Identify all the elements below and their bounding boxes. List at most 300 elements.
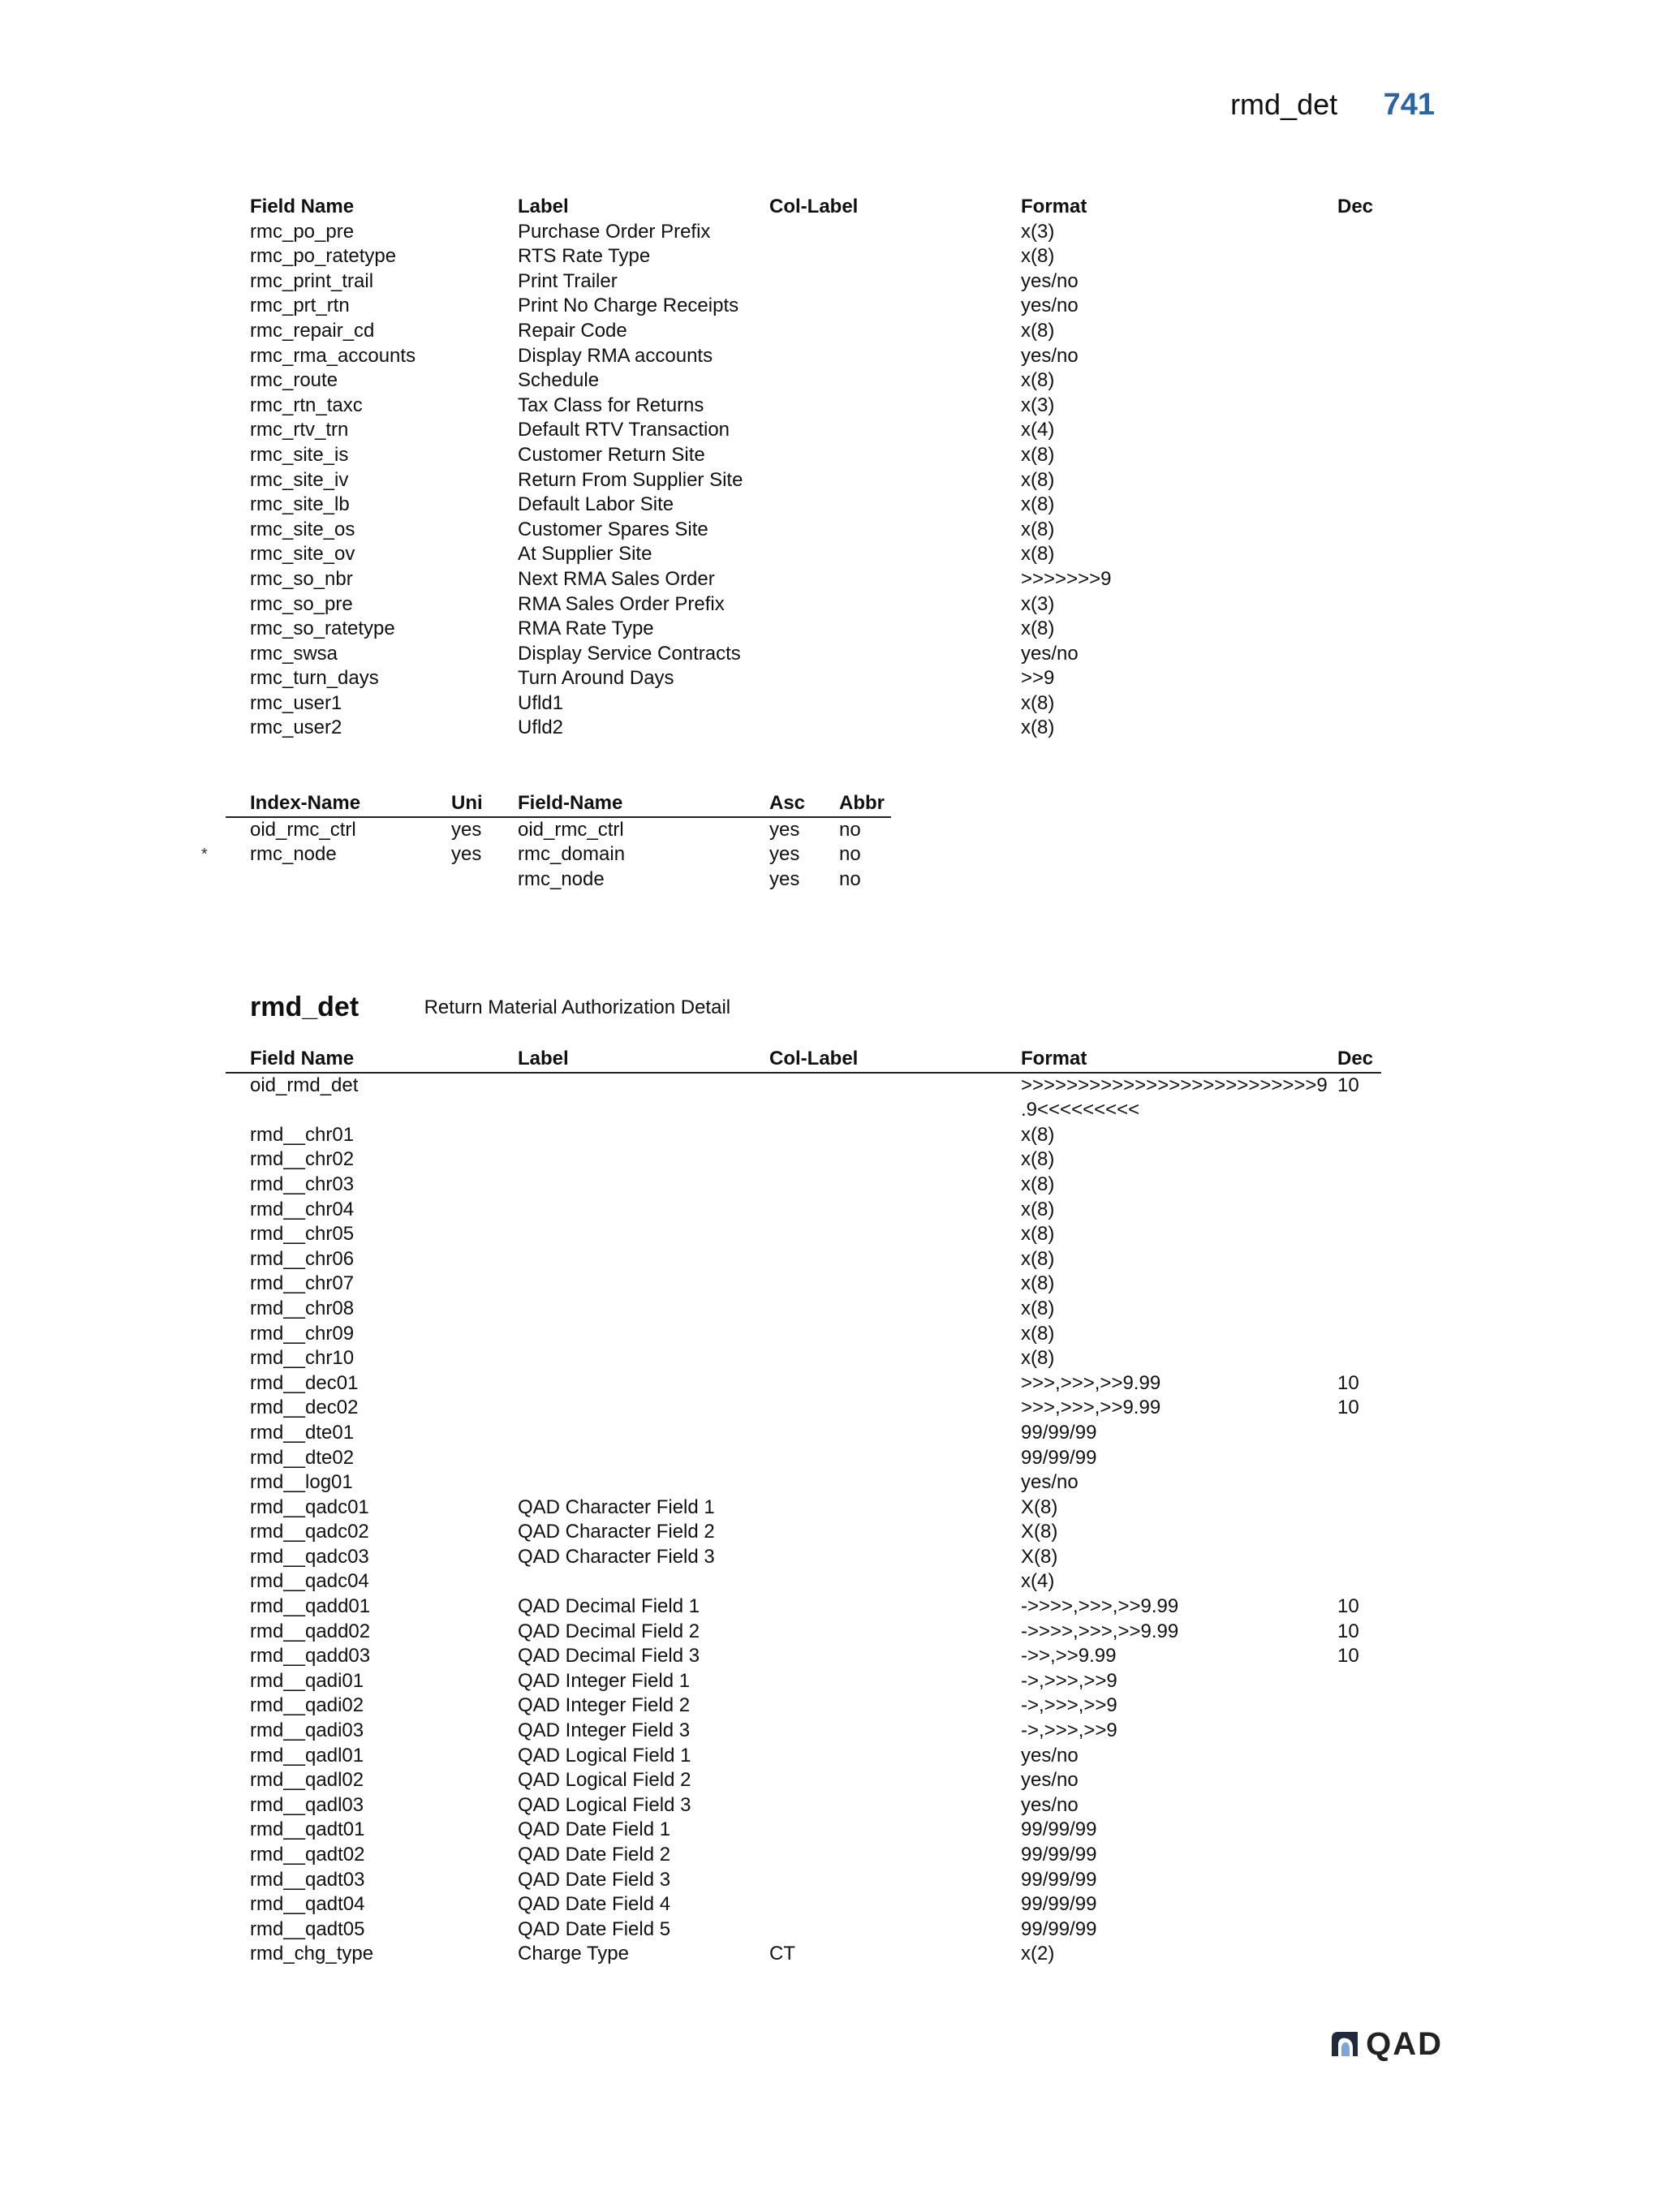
table-cell: ->>>>,>>>,>>9.99 xyxy=(1021,1620,1179,1642)
table-cell xyxy=(1313,1198,1381,1223)
table-row xyxy=(226,269,1381,295)
table-row xyxy=(226,394,1381,419)
table-row xyxy=(226,1198,1381,1223)
column-header: Format xyxy=(1021,196,1087,217)
table-cell: x(8) xyxy=(1021,543,1055,566)
table-row xyxy=(226,294,1381,319)
table-cell: x(8) xyxy=(1021,1173,1055,1195)
table-cell: >>>,>>>,>>9.99 xyxy=(1021,1371,1161,1394)
table-row xyxy=(226,1396,1381,1421)
table-cell: QAD Date Field 2 xyxy=(518,1844,671,1866)
table-row xyxy=(226,493,1381,518)
table-row xyxy=(226,1322,1381,1347)
table-cell: rmd__qadl01 xyxy=(250,1744,364,1767)
table-cell: rmc_rma_accounts xyxy=(250,344,416,367)
table-cell xyxy=(745,1297,997,1322)
table-cell xyxy=(1313,1520,1381,1545)
table-cell: QAD Logical Field 2 xyxy=(518,1769,691,1792)
table-cell: yes xyxy=(769,843,800,866)
table-cell: yes/no xyxy=(1021,1769,1079,1792)
table-row xyxy=(226,817,891,843)
table-cell xyxy=(1313,493,1381,518)
table-row xyxy=(226,691,1381,717)
table-cell xyxy=(226,1098,493,1123)
table-cell xyxy=(1313,1818,1381,1843)
table-cell xyxy=(745,542,997,567)
table-cell xyxy=(745,1793,997,1818)
table-cell xyxy=(493,1371,745,1396)
table-cell: yes/no xyxy=(1021,1471,1079,1494)
table-row xyxy=(226,666,1381,691)
table-cell: x(8) xyxy=(1021,691,1055,714)
table-cell xyxy=(493,1322,745,1347)
table-cell: rmd__qadc03 xyxy=(250,1545,369,1568)
table-cell xyxy=(493,1446,745,1471)
table-cell: Return From Supplier Site xyxy=(518,468,743,491)
table-cell: ->,>>>,>>9 xyxy=(1021,1694,1117,1717)
table-cell xyxy=(493,1222,745,1247)
table-cell: rmc_site_iv xyxy=(250,468,349,491)
table-cell xyxy=(745,344,997,369)
table-cell: Print Trailer xyxy=(518,269,618,292)
table-cell: QAD Decimal Field 1 xyxy=(518,1595,700,1618)
table-cell xyxy=(745,1272,997,1297)
table-row xyxy=(226,443,1381,468)
table-cell: QAD Integer Field 2 xyxy=(518,1694,691,1717)
table-cell xyxy=(226,867,427,893)
table-cell xyxy=(745,1470,997,1495)
table-cell: 99/99/99 xyxy=(1021,1893,1097,1916)
table-cell: x(8) xyxy=(1021,1347,1055,1370)
table-cell: rmd__qadt03 xyxy=(250,1868,365,1891)
column-header: Format xyxy=(997,1047,1313,1073)
table-cell xyxy=(1313,617,1381,642)
table-cell xyxy=(745,468,997,493)
table-cell xyxy=(745,617,997,642)
table-row: * rmc_node yes rmc_domain yes no xyxy=(226,842,891,867)
qad-logo-icon xyxy=(1328,2030,1361,2058)
table-cell xyxy=(493,1569,745,1594)
column-header: Col-Label xyxy=(745,1047,997,1073)
table-cell xyxy=(1313,220,1381,245)
table-row xyxy=(226,1818,1381,1843)
table-cell xyxy=(1313,1693,1381,1719)
field-table-rmd-det xyxy=(226,1047,1381,1967)
table-cell xyxy=(1313,518,1381,543)
table-cell: rmc_swsa xyxy=(250,642,338,665)
table-cell xyxy=(745,567,997,592)
table-cell xyxy=(1313,1346,1381,1371)
table-cell: Customer Return Site xyxy=(518,443,705,466)
table-cell: Ufld2 xyxy=(518,717,564,739)
table-cell xyxy=(493,1272,745,1297)
table-cell: rmd__chr09 xyxy=(250,1322,355,1345)
table-cell: x(8) xyxy=(1021,1223,1055,1246)
column-header: Dec xyxy=(1313,1047,1381,1073)
table-cell xyxy=(745,1843,997,1868)
table-cell: Charge Type xyxy=(518,1943,629,1965)
table-cell: Display RMA accounts xyxy=(518,344,713,367)
table-row xyxy=(226,1693,1381,1719)
table-cell xyxy=(1313,1421,1381,1446)
table-cell xyxy=(745,493,997,518)
table-cell: x(8) xyxy=(1021,1123,1055,1146)
column-header: Asc xyxy=(745,791,815,817)
table-row xyxy=(226,1843,1381,1868)
table-row xyxy=(226,1620,1381,1645)
table-cell: rmc_so_pre xyxy=(250,592,353,615)
table-cell: rmd__chr04 xyxy=(250,1198,355,1220)
column-header: Index-Name xyxy=(226,791,427,817)
table-cell: rmd__qadi02 xyxy=(250,1694,364,1717)
column-header: Uni xyxy=(427,791,493,817)
table-cell xyxy=(1313,1495,1381,1521)
table-row xyxy=(226,518,1381,543)
table-cell: ->,>>>,>>9 xyxy=(1021,1669,1117,1692)
table-row xyxy=(226,1892,1381,1917)
section-description: Return Material Authorization Detail xyxy=(424,996,731,1018)
table-cell: 99/99/99 xyxy=(1021,1917,1097,1940)
table-cell: rmc_route xyxy=(250,369,338,392)
table-cell xyxy=(745,1173,997,1198)
table-cell xyxy=(427,867,493,893)
table-cell xyxy=(745,244,997,269)
table-cell: rmc_rtv_trn xyxy=(250,419,349,441)
table-row xyxy=(226,1768,1381,1793)
column-header: Label xyxy=(493,1047,745,1073)
table-cell: rmc_so_ratetype xyxy=(250,618,395,640)
table-cell xyxy=(493,1173,745,1198)
table-cell: >>>,>>>,>>9.99 xyxy=(1021,1396,1161,1419)
table-cell xyxy=(745,1818,997,1843)
table-row xyxy=(226,1147,1381,1173)
table-cell: rmd__dte02 xyxy=(250,1446,355,1469)
table-cell: rmc_po_ratetype xyxy=(250,245,397,268)
table-cell: Tax Class for Returns xyxy=(518,394,704,416)
table-cell xyxy=(493,1470,745,1495)
table-cell: x(8) xyxy=(1021,1297,1055,1319)
table-cell xyxy=(493,1147,745,1173)
table-cell: Schedule xyxy=(518,369,600,392)
table-cell: Turn Around Days xyxy=(518,667,674,690)
table-cell: oid_rmc_ctrl xyxy=(250,818,356,841)
table-cell: rmc_site_os xyxy=(250,518,355,540)
table-cell xyxy=(745,592,997,618)
table-row xyxy=(226,319,1381,344)
table-cell: x(8) xyxy=(1021,1198,1055,1220)
table-cell xyxy=(1313,1744,1381,1769)
table-cell xyxy=(745,1719,997,1744)
table-cell: RTS Rate Type xyxy=(518,245,651,268)
table-cell xyxy=(493,1247,745,1272)
table-cell: At Supplier Site xyxy=(518,543,652,566)
table-cell: x(8) xyxy=(1021,319,1055,342)
table-cell: ->>,>>9.99 xyxy=(1021,1645,1117,1668)
table-cell: rmc_user2 xyxy=(250,717,342,739)
table-cell xyxy=(1313,1147,1381,1173)
table-cell xyxy=(745,1868,997,1893)
table-cell: 10 xyxy=(1337,1371,1359,1394)
column-header: Label xyxy=(518,196,569,217)
section-name: rmd_det xyxy=(250,992,360,1022)
table-cell xyxy=(745,666,997,691)
table-header-row xyxy=(226,1047,1381,1073)
table-row xyxy=(226,1272,1381,1297)
table-row xyxy=(226,368,1381,394)
table-row xyxy=(226,1868,1381,1893)
table-cell: rmd__chr03 xyxy=(250,1173,355,1195)
table-cell xyxy=(1313,269,1381,295)
table-row xyxy=(226,1495,1381,1521)
table-cell: x(8) xyxy=(1021,443,1055,466)
table-cell xyxy=(1313,1297,1381,1322)
table-row xyxy=(226,1520,1381,1545)
table-row xyxy=(226,418,1381,443)
table-row xyxy=(226,1594,1381,1620)
table-cell: yes/no xyxy=(1021,269,1079,292)
table-cell xyxy=(1313,394,1381,419)
table-cell xyxy=(745,1123,997,1148)
table-cell xyxy=(745,1495,997,1521)
table-cell: >>>>>>>>>>>>>>>>>>>>>>>>>>9 xyxy=(1021,1074,1328,1096)
table-cell xyxy=(1313,418,1381,443)
table-row xyxy=(226,1470,1381,1495)
section-header xyxy=(250,992,730,1023)
table-cell: x(8) xyxy=(1021,1247,1055,1270)
table-row xyxy=(226,468,1381,493)
table-cell xyxy=(745,1620,997,1645)
table-cell: QAD Logical Field 3 xyxy=(518,1793,691,1816)
table-cell: QAD Character Field 2 xyxy=(518,1521,715,1543)
table-cell: X(8) xyxy=(1021,1521,1058,1543)
table-cell xyxy=(745,1371,997,1396)
table-row xyxy=(226,1421,1381,1446)
table-cell: ->,>>>,>>9 xyxy=(1021,1719,1117,1742)
table-cell: rmd__chr02 xyxy=(250,1148,355,1171)
table-row xyxy=(226,220,1381,245)
table-header-row xyxy=(226,195,1381,220)
table-cell xyxy=(1313,1868,1381,1893)
table-cell: rmc_prt_rtn xyxy=(250,295,350,317)
table-cell xyxy=(745,1346,997,1371)
table-cell: no xyxy=(839,867,861,890)
table-cell xyxy=(1313,1793,1381,1818)
table-cell xyxy=(1313,1098,1381,1123)
table-cell: rmd__qadt04 xyxy=(250,1893,365,1916)
table-cell xyxy=(745,1768,997,1793)
table-cell: rmd__qadt01 xyxy=(250,1818,365,1841)
table-row xyxy=(226,1297,1381,1322)
table-row xyxy=(226,1346,1381,1371)
table-cell xyxy=(745,368,997,394)
table-cell xyxy=(745,716,997,741)
table-cell xyxy=(1313,368,1381,394)
table-row xyxy=(226,1545,1381,1570)
table-cell xyxy=(745,1198,997,1223)
table-cell: yes/no xyxy=(1021,344,1079,367)
table-cell: rmd__qadc04 xyxy=(250,1570,369,1593)
table-cell: Purchase Order Prefix xyxy=(518,220,711,243)
table-cell: x(4) xyxy=(1021,419,1055,441)
table-cell: Display Service Contracts xyxy=(518,642,741,665)
table-row xyxy=(226,1569,1381,1594)
table-cell xyxy=(745,1892,997,1917)
table-cell: rmd__qadi01 xyxy=(250,1669,364,1692)
index-header-row xyxy=(226,791,891,817)
table-cell: x(8) xyxy=(1021,1322,1055,1345)
column-header: Field Name xyxy=(226,1047,493,1073)
table-cell: >>9 xyxy=(1021,667,1055,690)
table-cell xyxy=(745,518,997,543)
table-row xyxy=(226,1793,1381,1818)
table-cell xyxy=(745,1917,997,1943)
table-cell xyxy=(745,394,997,419)
table-cell: yes xyxy=(769,818,800,841)
table-cell: Print No Charge Receipts xyxy=(518,295,739,317)
table-cell: yes xyxy=(451,843,482,866)
running-header xyxy=(1230,88,1435,123)
table-cell: x(4) xyxy=(1021,1570,1055,1593)
table-cell xyxy=(493,1421,745,1446)
table-cell: x(8) xyxy=(1021,493,1055,516)
table-cell: rmc_rtn_taxc xyxy=(250,394,363,416)
table-cell: x(3) xyxy=(1021,394,1055,416)
table-cell: rmc_user1 xyxy=(250,691,342,714)
table-cell: rmd__qadl02 xyxy=(250,1769,364,1792)
table-cell xyxy=(1313,319,1381,344)
table-cell: 10 xyxy=(1337,1074,1359,1096)
table-row xyxy=(226,244,1381,269)
table-cell: rmd_chg_type xyxy=(250,1943,374,1965)
table-cell xyxy=(1313,1719,1381,1744)
table-cell: rmd__qadl03 xyxy=(250,1793,364,1816)
table-cell xyxy=(745,1222,997,1247)
table-cell: rmd__qadi03 xyxy=(250,1719,364,1742)
table-row xyxy=(226,344,1381,369)
table-cell: yes xyxy=(769,867,800,890)
table-cell xyxy=(745,1744,997,1769)
table-row xyxy=(226,1073,1381,1099)
table-cell xyxy=(1313,666,1381,691)
table-cell xyxy=(1313,1222,1381,1247)
table-row xyxy=(226,867,891,893)
table-cell: X(8) xyxy=(1021,1495,1058,1518)
table-cell: x(8) xyxy=(1021,369,1055,392)
table-cell: rmd__qadc01 xyxy=(250,1495,369,1518)
table-row xyxy=(226,642,1381,667)
table-cell: 99/99/99 xyxy=(1021,1446,1097,1469)
table-cell xyxy=(1313,642,1381,667)
table-cell xyxy=(493,1396,745,1421)
table-cell xyxy=(745,269,997,295)
table-cell xyxy=(1313,1322,1381,1347)
table-row xyxy=(226,1173,1381,1198)
page-number: 741 xyxy=(1383,88,1435,122)
table-cell xyxy=(745,1098,997,1123)
table-cell xyxy=(745,1594,997,1620)
table-cell: x(8) xyxy=(1021,717,1055,739)
table-cell: yes/no xyxy=(1021,642,1079,665)
table-cell: rmd__qadd03 xyxy=(250,1645,371,1668)
table-cell xyxy=(745,319,997,344)
table-cell xyxy=(745,1644,997,1669)
table-cell: rmd__chr10 xyxy=(250,1347,355,1370)
table-cell: QAD Logical Field 1 xyxy=(518,1744,691,1767)
table-cell xyxy=(745,418,997,443)
table-cell xyxy=(1313,1669,1381,1694)
table-cell xyxy=(1313,344,1381,369)
table-cell: x(3) xyxy=(1021,592,1055,615)
table-cell: oid_rmc_ctrl xyxy=(518,818,624,841)
table-cell: Ufld1 xyxy=(518,691,564,714)
table-cell: QAD Decimal Field 2 xyxy=(518,1620,700,1642)
table-cell: QAD Integer Field 1 xyxy=(518,1669,691,1692)
table-cell: rmc_turn_days xyxy=(250,667,379,690)
column-header: Abbr xyxy=(815,791,891,817)
table-cell: CT xyxy=(769,1943,795,1965)
table-cell xyxy=(1313,1123,1381,1148)
column-header: Col-Label xyxy=(769,196,859,217)
table-row xyxy=(226,542,1381,567)
table-row xyxy=(226,1719,1381,1744)
table-row xyxy=(226,716,1381,741)
table-cell xyxy=(745,1569,997,1594)
table-cell xyxy=(745,1147,997,1173)
table-cell xyxy=(1313,1768,1381,1793)
table-cell: rmc_repair_cd xyxy=(250,319,375,342)
table-cell: Default Labor Site xyxy=(518,493,674,516)
table-cell xyxy=(1313,1843,1381,1868)
table-cell: QAD Date Field 1 xyxy=(518,1818,671,1841)
table-row xyxy=(226,1644,1381,1669)
table-cell: rmd__chr07 xyxy=(250,1272,355,1295)
table-cell xyxy=(493,1198,745,1223)
table-cell xyxy=(745,1669,997,1694)
table-cell: Next RMA Sales Order xyxy=(518,567,715,590)
table-cell xyxy=(745,1446,997,1471)
table-cell: rmc_node xyxy=(518,867,605,890)
table-cell: yes xyxy=(451,818,482,841)
table-cell: Customer Spares Site xyxy=(518,518,708,540)
table-cell: no xyxy=(839,818,861,841)
table-cell: 99/99/99 xyxy=(1021,1868,1097,1891)
table-cell xyxy=(493,1346,745,1371)
table-cell xyxy=(1313,1892,1381,1917)
table-row xyxy=(226,1222,1381,1247)
table-cell xyxy=(493,1297,745,1322)
table-cell: rmc_site_lb xyxy=(250,493,350,516)
table-row xyxy=(226,1917,1381,1943)
table-cell xyxy=(1313,1173,1381,1198)
table-cell xyxy=(1313,244,1381,269)
table-cell xyxy=(493,1098,745,1123)
table-cell: Default RTV Transaction xyxy=(518,419,730,441)
table-cell xyxy=(1313,567,1381,592)
table-cell xyxy=(745,1693,997,1719)
table-row xyxy=(226,592,1381,618)
table-row xyxy=(226,1098,1381,1123)
table-cell xyxy=(1313,1470,1381,1495)
table-cell xyxy=(1313,1446,1381,1471)
table-cell: ->>>>,>>>,>>9.99 xyxy=(1021,1595,1179,1618)
table-cell xyxy=(745,220,997,245)
table-cell: rmd__dec01 xyxy=(250,1371,359,1394)
table-row xyxy=(226,567,1381,592)
table-cell: yes/no xyxy=(1021,295,1079,317)
table-cell xyxy=(745,1545,997,1570)
table-cell: 10 xyxy=(1337,1645,1359,1668)
table-cell: 10 xyxy=(1337,1396,1359,1419)
